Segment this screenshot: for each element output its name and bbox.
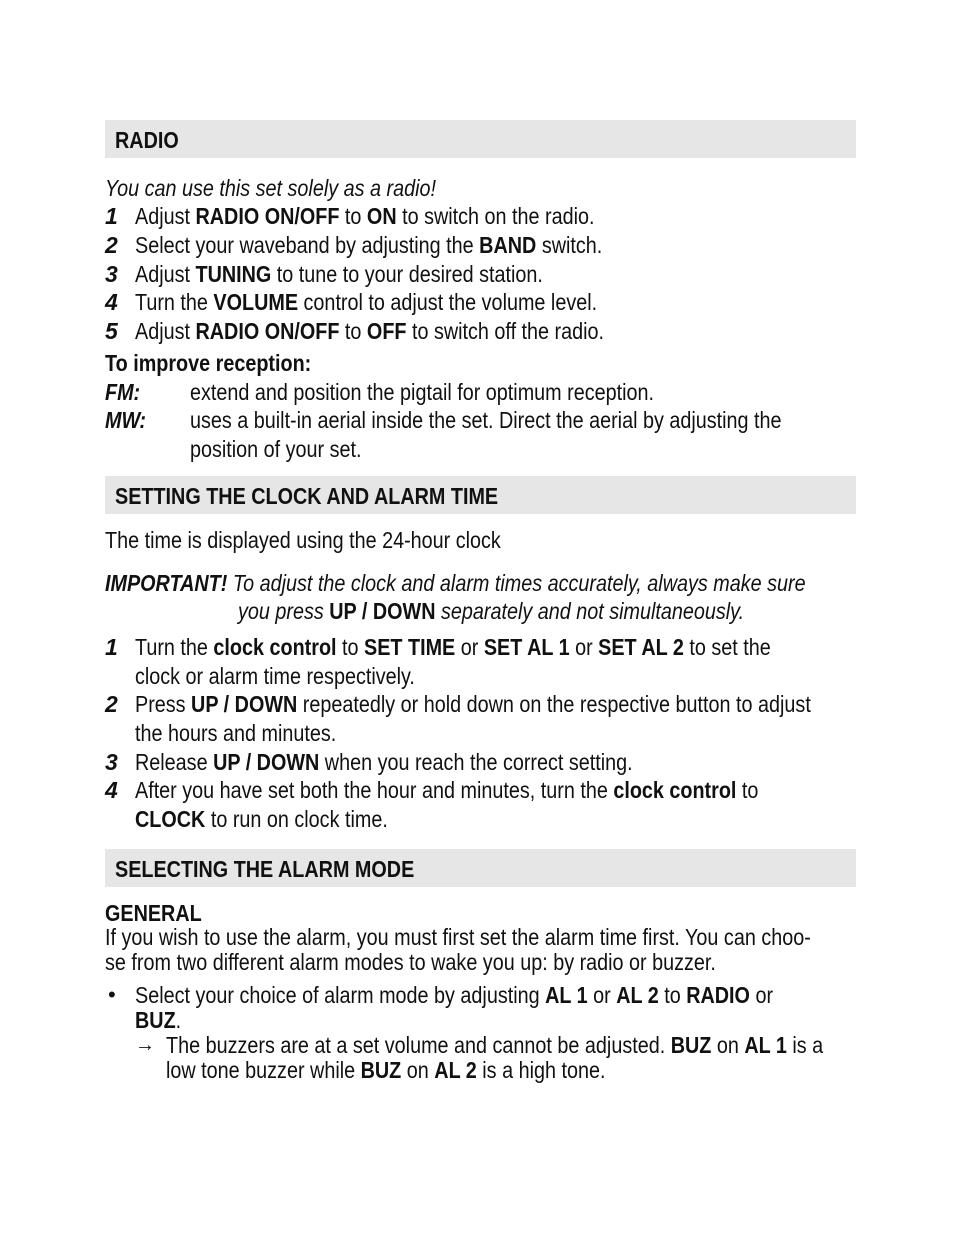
important-note-continued: you press UP / DOWN separately and not simultaneously. [238,598,745,624]
section-title: RADIO [115,127,179,153]
clock-intro: The time is displayed using the 24-hour clock [105,527,501,553]
list-item-continued: CLOCK to run on clock time. [135,806,388,832]
bullet-item: • Select your choice of alarm mode by adjusting AL 1 or AL 2 to RADIO or [108,982,774,1008]
general-title: GENERAL [105,900,202,926]
radio-intro: You can use this set solely as a radio! [105,175,436,201]
arrow-right-icon: → [135,1034,155,1056]
bullet-item-continued: BUZ. [135,1007,182,1033]
fm-row: FM: extend and position the pigtail for optimum reception. [105,379,655,405]
section-title: SETTING THE CLOCK AND ALARM TIME [115,483,499,509]
list-item-continued: the hours and minutes. [135,720,337,746]
note-item: → The buzzers are at a set volume and cannot be adjusted. BUZ on AL 1 is a [135,1032,824,1058]
section-header-alarm [105,849,856,887]
general-text: If you wish to use the alarm, you must first set the alarm time first. You can choo- [105,924,811,950]
reception-title: To improve reception: [105,350,312,376]
bullet-icon: • [108,982,116,1007]
list-item-continued: clock or alarm time respectively. [135,663,415,689]
mw-row: MW: uses a built-in aerial inside the set. Direct the aerial by adjusting the [105,407,782,433]
important-note: IMPORTANT! To adjust the clock and alarm times accurately, always make sure [105,570,806,596]
section-title: SELECTING THE ALARM MODE [115,856,415,882]
section-header-clock [105,476,856,514]
section-header-radio [105,120,856,158]
mw-row-continued: position of your set. [190,436,362,462]
general-text-continued: se from two different alarm modes to wake you up: by radio or buzzer. [105,949,716,975]
note-item-continued: low tone buzzer while BUZ on AL 2 is a high tone. [166,1057,606,1083]
